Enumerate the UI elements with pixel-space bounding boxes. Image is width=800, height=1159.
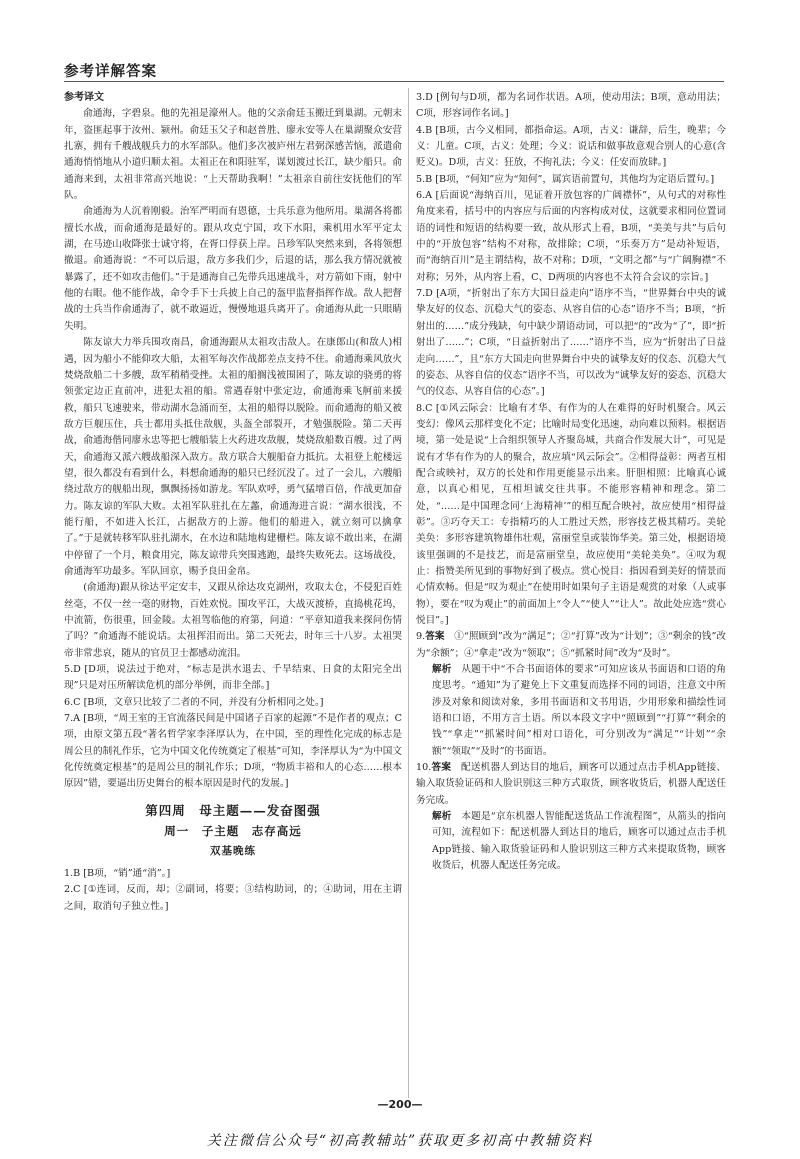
translation-paragraph-4: (俞通海)跟从徐达平定安丰，又跟从徐达攻克湖州，攻取太仓，不侵犯百姓丝毫，不仅一丝一毫的财物，百姓欢悦。围攻平江，大战灭渡桥，直捣桃花坞，中流箭，伤很重，回金陵。太祖驾临他的府第，问道：“平章知道我来探问伤情了吗？”俞通海不能说话。太祖挥泪而出。第二天死去，时年三十八岁。太祖哭帝非常悲哀，随从的官员卫士都感动流泪。 [64, 582, 402, 659]
answer-item [416, 188, 726, 286]
section-label: 参考译文 [64, 92, 104, 103]
answer-item [416, 401, 726, 630]
answer-text: [①风云际会：比喻有才华、有作为的人在难得的好时机聚合。风云变幻：像风云那样变化不定；比喻时局变化迅速，动向难以预料。根据语境，第一处是说“上合组织领导人齐聚岛城，共商合作发展大计”，可见是说有才华有作为的人的聚合，故应填“风云际会”。②相得益彰：两者互相配合或映衬，双方的长处和作用更能显示出来。肝胆相照：比喻真心诚意，以真心相见，互相坦诚交往共事。不能形容精神和理念。第二处，“……是中国理念同‘上海精神’”的相互配合映衬，故应使用“相得益彰”。③巧夺天工：专指精巧的人工胜过天然，形容技艺极其精巧。美轮美奂：多形容建筑物雄伟壮观，富丽堂皇或装饰华美。第三处，根据语境该里强调的不是技艺，而是富丽堂皇，故应使用“美轮美奂”。④叹为观止：指赞美所见到的事物好到了极点。赏心悦目：指因看到美好的情景而心情欢畅。但是“叹为观止”在使用时如果句子主语是观赏的对象（人或事物），要在“叹为观止”的前面加上“令人”“使人”“让人”。故此处应选“赏心悦目”。] [416, 402, 726, 626]
analysis-text: 从题干中“不合书面语体的要求”可知应该从书面语和口语的角度思考。“通知”为了避免上下文重复而选择不同的词语，注意文中所涉及对象和阅读对象，多用书面语和文书用语，少用形象和描绘性词语和口语，不用方言土语。所以本段文字中“照顾到”“打算”“剩余的钱”“拿走”“抓紧时间”相对口语化，可分别改为“满足”“计划”“余额”“领取”“及时”的书面语。 [432, 664, 727, 757]
left-column [64, 90, 402, 915]
answer-number: 3.D [416, 92, 433, 103]
answer-tag: 答案 [431, 762, 452, 774]
answer-number: 4.B [416, 124, 433, 136]
answer-item [64, 695, 402, 711]
question-9-answer [416, 629, 726, 662]
answer-item [64, 866, 402, 882]
question-10-answer [416, 760, 726, 809]
answer-number: 1.B [64, 867, 81, 879]
answer-text: [B项，文章只比较了二者的不同，并没有分析相同之处。] [83, 696, 324, 708]
answer-number: 5.D [64, 664, 81, 676]
translation-paragraph-1: 俞通海，字碧泉。他的先祖是濠州人。他的父亲俞廷玉搬迁到巢湖。元朝末年，盗匪起事于汝州、颍州。俞廷玉父子和赵普胜、廖永安等人在巢湖聚众安营扎寨，拥有千艘战舰兵力的水军部队。他们多次被庐州左君弼深感苦恼，派遣俞通海悄悄地从小道归顺太祖。太祖正在和阳驻军，谋划渡过长江，缺少船只。俞通海来到，太祖非常高兴地说：“上天帮助我啊！”太祖亲自前往安抚他们的军队。 [64, 108, 402, 202]
answer-item [416, 123, 726, 172]
week-title: 第四周 母主题——发奋图强 [145, 802, 321, 818]
answer-text: 配送机器人到达目的地后，顾客可以通过点击手机App链接、输入取货验证码和人脸识别这三种方式取货，顾客收货后，机器人配送任务完成。 [416, 762, 727, 806]
answer-item [416, 286, 726, 400]
answer-text: [例句与D项，都为名词作状语。A项，使动用法；B项，意动用法；C项，形容词作名词。] [416, 92, 726, 120]
answer-number: 2.C [64, 884, 81, 896]
answer-number: 7.D [416, 288, 433, 300]
day-title: 周一 子主题 志存高远 [164, 824, 302, 839]
analysis-text: 本题是“京东机器人智能配送货品工作流程图”，从箭头的指向可知，流程如下：配送机器人到达目的地后，顾客可以通过点击手机App链接、输入取货验证码和人脸识别这三种方式来提取货物，顾客收货后，机器人配送任务完成。 [432, 811, 727, 872]
answer-text: ①“照顾到”改为“满足”；②“打算”改为“计划”；③“剩余的钱”改为“余额”；④“拿走”改为“领取”；⑤“抓紧时间”改为“及时”。 [416, 631, 727, 659]
answer-text: [B项，“周王室的王官流落民间是中国诸子百家的起源”不是作者的观点；C项，由原文第五段“著名哲学家李泽厚认为，在中国，至的理性化完成的标志是周公旦的制礼作乐，它为中国文化传统奠定了根基”可知，李泽厚认为“为中国文化传统奠定根基”的是周公旦的制礼作乐；D项，“物质丰裕和人的心态……根本原因”错，要逼出历史舞台的根本原因是时代的发展。] [64, 713, 402, 790]
analysis-tag: 解析 [432, 811, 452, 823]
translation-paragraph-3: 陈友谅大力举兵围攻南昌，俞通海跟从太祖攻击敌人。在康郎山(和敌人)相遇，因为船小不能仰攻大船，太祖军每次作战都差点支持不住。俞通海乘风放火焚烧敌船二十多艘，敌军稍稍受挫。太祖的船搁浅被围困了，陈友谅的骁勇的将领张定边正直前冲，进犯太祖的船。常遇春射中张定边，俞通海乘飞舸前来援救，船只飞速驶来，带动湖水急涌而至，太祖的船得以脱险。而俞通海的船又被敌方巨舰压住，兵士都用头抵住敌舰，头盔全部裂开，才勉强脱险。第二天再战，俞通海偕同廖永忠等把七艘船装上火药进攻敌舰，焚烧敌船数百艘。过了两天，俞通海又派六艘战船深入敌方。敌方联合大舰船奋力抵抗。太祖登上舵楼远望，很久都没有看到什么，料想俞通海的船只已经沉没了。过了一会儿，六艘船绕过敌方的舰船出现，飘飘扬扬如游龙。军队欢呼，勇气猛增百倍，作战更加奋力。陈友谅的军队大败。太祖军队驻扎在左蠡，俞通海进言说：“湖水很浅，不能行船，不如进入长江，占据敌方的上游。他们的船进入，就立刻可以擒拿了。”于是就转移军队驻扎湖水，在水边和陆地构建栅栏。陈友谅不敢出来，在湖中停留了一个月，粮食用完，陈友谅带兵突围逃跑，最终失败死去。这场战役，俞通海军功最多。军队回京，赐予良田金帛。 [64, 337, 402, 577]
answer-text: [B项，“何知”应为“知何”，属宾语前置句，其他均为定语后置句。] [435, 173, 715, 185]
answer-number: 7.A [64, 713, 81, 725]
answer-item [416, 172, 726, 188]
answer-text: [后面说“海纳百川，见证着开放包容的广阔襟怀”，从句式的对称性角度来看，括号中的内容应与后面的内容构成对仗，这就要求相同位置词语的词性和短语的结构要一致，故从形式上看，B项，“美美与共”与后句中的“开放包容”结构不对称，故排除；C项，“乐奏万方”是动补短语，而“海纳百川”是主谓结构，故不对称；D项，“文明之都”与“广阔胸襟”不对称；另外，从内容上看，C、D两项的内容也不太符合会议的宗旨。] [416, 190, 726, 283]
answer-tag: 答案 [425, 631, 445, 643]
header-rule [64, 81, 724, 82]
answer-number: 10. [416, 762, 432, 774]
answer-number: 8.C [416, 402, 433, 414]
answer-number: 6.A [416, 190, 433, 202]
answer-text: [B项，古今义相同，都指命运。A项，古义：谦辞，后生，晚辈；今义：儿童。C项，古义：处理；今义：说话和做事故意观合别人的心意(含贬义)。D项，古义：狂放，不拘礼法；今义：任安而放肆。] [416, 124, 726, 169]
answer-number: 6.C [64, 696, 81, 708]
column-divider [408, 88, 409, 1098]
answer-item [64, 882, 402, 915]
answer-item [64, 662, 402, 695]
right-column [416, 90, 726, 875]
answer-text: [①连词，反而，却；②副词，将要；③结构助词，的；④助词，用在主谓之间，取消句子独立性。] [64, 884, 403, 912]
answer-number: 9. [416, 631, 426, 643]
answer-text: [D项，说法过于绝对，“标志是洪水退去、千旱结束、日食的太阳完全出现”只是对压所解读危机的部分举例，而非全部。] [64, 664, 402, 692]
answer-text: [A项，“折射出了东方大国日益走向”语序不当，“世界舞台中央的诚挚友好的仪态、沉稳大气的姿态、从容自信的心态”语序不当；B项，“折射出的……”成分残缺，句中缺少谓语动词，可以把“的”改为“了”，即“折射出了……”；C项，“日益折射出了……”语序不当，应为“折射出了日益走向……”，且“东方大国走向世界舞台中央的诚挚友好的仪态、沉稳大气的姿态、从容自信的仪态”语序不当，可以改为“诚挚友好的姿态、沉稳大气的仪态、从容自信的心态”。] [416, 288, 726, 398]
question-10-analysis [416, 809, 726, 874]
answer-text: [B项，“销”通“消”。] [83, 867, 171, 879]
translation-paragraph-2: 俞通海为人沉着刚毅。治军严明而有恩德，士兵乐意为他所用。巢湖各将都擅长水战，而俞通海是最好的。跟从攻克宁国，攻下水阳，乘机用水军平定太湖，在马迹山收降张士诚守将，在胥口俘获上岸。吕珍军队突然来到，各将领想撤退。俞通海说：“不可以后退，敌方多我们少，后退的话，那么我方情况就被暴露了，还不如攻击他们。”于是通海自己先带兵迅速战斗，对方箭如下雨，射中他的右眼。他不能作战，命令手下士兵披上自己的盔甲监督指挥作战。敌人把督战的士兵当作俞通海了，就不敢逼近，慢慢地退兵离开了。俞通海从此一只眼睛失明。 [64, 206, 402, 332]
practice-subtitle: 双基晚练 [210, 845, 256, 858]
page-header-title: 参考详解答案 [64, 64, 157, 80]
answer-number: 5.B [416, 173, 433, 185]
page-number: —200— [377, 1098, 423, 1111]
question-9-analysis [416, 662, 726, 760]
answer-item [64, 711, 402, 793]
footer-notice: 关注微信公众号“初高教辅站”获取更多初高中教辅资料 [206, 1133, 594, 1149]
answer-item [416, 90, 726, 123]
analysis-tag: 解析 [432, 664, 452, 676]
